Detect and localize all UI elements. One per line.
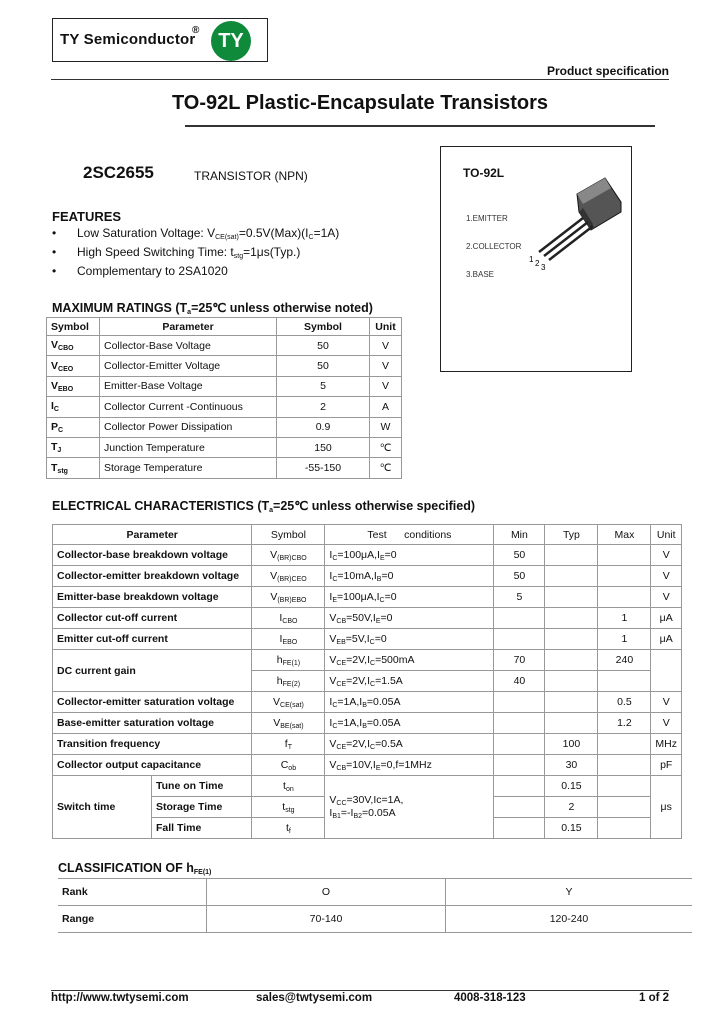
footer-email[interactable]: sales@twtysemi.com <box>256 992 373 1004</box>
typ-cell <box>545 692 598 713</box>
table-row <box>58 879 692 906</box>
range-o: 70-140 <box>207 906 446 933</box>
parameter-cell: Collector-Base Voltage <box>100 336 277 356</box>
table-row <box>47 458 402 478</box>
condition-cell: $V_{CB}=10V,I_E=0,f=1MHz$ <box>325 755 494 776</box>
table-row <box>53 713 682 734</box>
table-row <box>47 397 402 417</box>
condition-cell: $V_{CE}=2V,I_C=500mA$ <box>325 650 494 671</box>
feature-item: • High Speed Switching Time: $t_{stg}=1\mu s(Typ.)$ <box>52 245 301 260</box>
table-header-row <box>47 318 402 336</box>
unit-cell: A <box>370 397 402 417</box>
typ-cell: 0.15 <box>545 776 598 797</box>
table-row <box>58 906 692 933</box>
table-row <box>53 734 682 755</box>
column-header: Symbol <box>47 318 100 336</box>
symbol-cell: $f_T$ <box>252 734 325 755</box>
unit-cell: V <box>370 336 402 356</box>
min-cell <box>494 776 545 797</box>
min-cell: 5 <box>494 587 545 608</box>
max-cell <box>598 566 651 587</box>
unit-cell: μA <box>651 608 682 629</box>
switch-param-cell: Fall Time <box>152 818 252 839</box>
registered-mark: ® <box>192 25 200 36</box>
symbol-cell: $h_{FE(1)}$ <box>252 650 325 671</box>
condition-cell: $I_C=1A,I_B=0.05A$ <box>325 692 494 713</box>
symbol-cell: $V_{(BR)CEO}$ <box>252 566 325 587</box>
symbol-cell: $t_{stg}$ <box>252 797 325 818</box>
parameter-cell: Transition frequency <box>53 734 252 755</box>
max-cell: 0.5 <box>598 692 651 713</box>
classification-heading: CLASSIFICATION OF $h_{FE(1)}$ <box>58 861 212 876</box>
typ-cell: 100 <box>545 734 598 755</box>
unit-cell <box>651 650 682 692</box>
symbol-cell: $T_J$ <box>47 437 100 457</box>
parameter-cell: Collector output capacitance <box>53 755 252 776</box>
condition-cell: $I_E=100\mu A,I_C=0$ <box>325 587 494 608</box>
parameter-cell: Emitter-Base Voltage <box>100 376 277 396</box>
max-ratings-table <box>46 317 402 479</box>
max-cell <box>598 776 651 797</box>
value-cell: 50 <box>277 336 370 356</box>
condition-cell: $I_C=100\mu A,I_E=0$ <box>325 545 494 566</box>
footer-page: 1 of 2 <box>639 992 670 1004</box>
symbol-cell: $h_{FE(2)}$ <box>252 671 325 692</box>
min-cell <box>494 692 545 713</box>
table-row <box>53 776 682 797</box>
unit-cell: V <box>370 376 402 396</box>
unit-cell: W <box>370 417 402 437</box>
condition-cell: $V_{CE}=2V,I_C=0.5A$ <box>325 734 494 755</box>
symbol-cell: $T_{stg}$ <box>47 458 100 478</box>
symbol-cell: $t_{on}$ <box>252 776 325 797</box>
typ-cell <box>545 713 598 734</box>
column-header: Min <box>494 525 545 545</box>
value-cell: -55-150 <box>277 458 370 478</box>
symbol-cell: $V_{(BR)CBO}$ <box>252 545 325 566</box>
footer-phone: 4008-318-123 <box>454 992 526 1004</box>
unit-cell: μA <box>651 629 682 650</box>
rank-o: O <box>207 879 446 906</box>
electrical-heading: ELECTRICAL CHARACTERISTICS ($T_a=25℃$ unless otherwise specified) <box>52 499 476 514</box>
title-underline <box>185 125 655 127</box>
table-row <box>53 566 682 587</box>
table-header-row <box>53 525 682 545</box>
max-cell <box>598 755 651 776</box>
symbol-cell: $P_C$ <box>47 417 100 437</box>
typ-cell: 0.15 <box>545 818 598 839</box>
column-header: Symbol <box>277 318 370 336</box>
table-row <box>53 755 682 776</box>
parameter-cell: Collector-Emitter Voltage <box>100 356 277 376</box>
parameter-cell: Collector cut-off current <box>53 608 252 629</box>
value-cell: 150 <box>277 437 370 457</box>
min-cell <box>494 713 545 734</box>
table-row <box>53 629 682 650</box>
unit-cell: V <box>651 692 682 713</box>
min-cell: 50 <box>494 566 545 587</box>
typ-cell <box>545 587 598 608</box>
min-cell <box>494 608 545 629</box>
parameter-cell: Switch time <box>53 776 152 839</box>
table-row <box>53 692 682 713</box>
column-header: Parameter <box>100 318 277 336</box>
column-header: Test conditions <box>325 525 494 545</box>
max-cell: 1 <box>598 629 651 650</box>
column-header: Parameter <box>53 525 252 545</box>
value-cell: 50 <box>277 356 370 376</box>
condition-cell: $I_C=1A,I_B=0.05A$ <box>325 713 494 734</box>
min-cell <box>494 734 545 755</box>
max-cell <box>598 587 651 608</box>
max-cell <box>598 671 651 692</box>
typ-cell <box>545 671 598 692</box>
symbol-cell: $t_f$ <box>252 818 325 839</box>
symbol-cell: $C_{ob}$ <box>252 755 325 776</box>
electrical-characteristics-table <box>52 524 682 839</box>
table-row <box>53 587 682 608</box>
pin-number-1: 1 <box>529 255 534 264</box>
unit-cell: μs <box>651 776 682 839</box>
column-header: Max <box>598 525 651 545</box>
max-cell <box>598 545 651 566</box>
max-cell: 1.2 <box>598 713 651 734</box>
parameter-cell: Emitter-base breakdown voltage <box>53 587 252 608</box>
symbol-cell: $I_{EBO}$ <box>252 629 325 650</box>
min-cell: 40 <box>494 671 545 692</box>
footer-url[interactable]: http://www.twtysemi.com <box>51 992 189 1004</box>
unit-cell: ℃ <box>370 458 402 478</box>
typ-cell <box>545 650 598 671</box>
symbol-cell: $V_{CBO}$ <box>47 336 100 356</box>
parameter-cell: Storage Temperature <box>100 458 277 478</box>
symbol-cell: $V_{BE(sat)}$ <box>252 713 325 734</box>
typ-cell: 2 <box>545 797 598 818</box>
product-specification-label: Product specification <box>546 64 669 78</box>
max-cell <box>598 734 651 755</box>
pin-number-2: 2 <box>535 259 540 268</box>
condition-cell: $I_C=10mA,I_B=0$ <box>325 566 494 587</box>
switch-param-cell: Storage Time <box>152 797 252 818</box>
parameter-cell: Emitter cut-off current <box>53 629 252 650</box>
column-header: Unit <box>651 525 682 545</box>
condition-cell: $V_{CB}=50V,I_E=0$ <box>325 608 494 629</box>
min-cell <box>494 797 545 818</box>
symbol-cell: $V_{EBO}$ <box>47 376 100 396</box>
max-cell: 1 <box>598 608 651 629</box>
typ-cell: 30 <box>545 755 598 776</box>
condition-cell: $V_{EB}=5V,I_C=0$ <box>325 629 494 650</box>
min-cell <box>494 818 545 839</box>
min-cell: 50 <box>494 545 545 566</box>
rank-label: Rank <box>58 879 207 906</box>
unit-cell: V <box>651 587 682 608</box>
package-title: TO-92L <box>463 166 505 180</box>
classification-table <box>58 878 692 933</box>
pin-label-base: 3.BASE <box>466 270 495 279</box>
switch-param-cell: Tune on Time <box>152 776 252 797</box>
to92l-package-icon <box>525 172 625 272</box>
table-row <box>47 417 402 437</box>
feature-item: • Low Saturation Voltage: $V_{CE(sat)}=0.5V(Max)(I_C=1A)$ <box>52 226 340 241</box>
pin-label-emitter: 1.EMITTER <box>466 214 508 223</box>
column-header: Symbol <box>252 525 325 545</box>
unit-cell: V <box>370 356 402 376</box>
footer-divider <box>51 990 669 991</box>
parameter-cell: Junction Temperature <box>100 437 277 457</box>
table-row <box>47 356 402 376</box>
parameter-cell: Collector Current -Continuous <box>100 397 277 417</box>
unit-cell: MHz <box>651 734 682 755</box>
value-cell: 2 <box>277 397 370 417</box>
min-cell: 70 <box>494 650 545 671</box>
pin-number-3: 3 <box>541 263 546 272</box>
table-row <box>47 336 402 356</box>
max-cell: 240 <box>598 650 651 671</box>
min-cell <box>494 629 545 650</box>
column-header: Unit <box>370 318 402 336</box>
ty-logo-icon: TY <box>211 21 251 61</box>
typ-cell <box>545 545 598 566</box>
parameter-cell: DC current gain <box>53 650 252 692</box>
typ-cell <box>545 629 598 650</box>
symbol-cell: $V_{CEO}$ <box>47 356 100 376</box>
rank-y: Y <box>446 879 693 906</box>
unit-cell: V <box>651 566 682 587</box>
column-header: Typ <box>545 525 598 545</box>
table-row <box>47 437 402 457</box>
unit-cell: pF <box>651 755 682 776</box>
table-row <box>53 650 682 671</box>
max-cell <box>598 797 651 818</box>
unit-cell: V <box>651 713 682 734</box>
table-row <box>47 376 402 396</box>
pin-label-collector: 2.COLLECTOR <box>466 242 522 251</box>
typ-cell <box>545 566 598 587</box>
header-divider <box>51 79 669 80</box>
symbol-cell: $V_{CE(sat)}$ <box>252 692 325 713</box>
feature-item: • Complementary to 2SA1020 <box>52 264 228 278</box>
part-number: 2SC2655 <box>83 163 154 182</box>
unit-cell: ℃ <box>370 437 402 457</box>
parameter-cell: Base-emitter saturation voltage <box>53 713 252 734</box>
typ-cell <box>545 608 598 629</box>
parameter-cell: Collector-emitter saturation voltage <box>53 692 252 713</box>
features-heading: FEATURES <box>52 209 122 224</box>
symbol-cell: $I_C$ <box>47 397 100 417</box>
parameter-cell: Collector-emitter breakdown voltage <box>53 566 252 587</box>
table-row <box>53 545 682 566</box>
max-ratings-heading: MAXIMUM RATINGS ($T_a=25℃$ unless otherwise noted) <box>52 301 373 316</box>
parameter-cell: Collector Power Dissipation <box>100 417 277 437</box>
value-cell: 0.9 <box>277 417 370 437</box>
value-cell: 5 <box>277 376 370 396</box>
company-name: TY Semiconductor <box>60 31 196 48</box>
page-title: TO-92L Plastic-Encapsulate Transistors <box>171 92 549 114</box>
parameter-cell: Collector-base breakdown voltage <box>53 545 252 566</box>
range-y: 120-240 <box>446 906 693 933</box>
condition-cell: $V_{CC}=30V,Ic=1A$, $I_{B1}=-I_{B2}=0.05A$ <box>325 776 494 839</box>
part-type: TRANSISTOR (NPN) <box>194 169 308 183</box>
max-cell <box>598 818 651 839</box>
min-cell <box>494 755 545 776</box>
unit-cell: V <box>651 545 682 566</box>
range-label: Range <box>58 906 207 933</box>
symbol-cell: $I_{CBO}$ <box>252 608 325 629</box>
symbol-cell: $V_{(BR)EBO}$ <box>252 587 325 608</box>
table-row <box>53 608 682 629</box>
condition-cell: $V_{CE}=2V,I_C=1.5A$ <box>325 671 494 692</box>
